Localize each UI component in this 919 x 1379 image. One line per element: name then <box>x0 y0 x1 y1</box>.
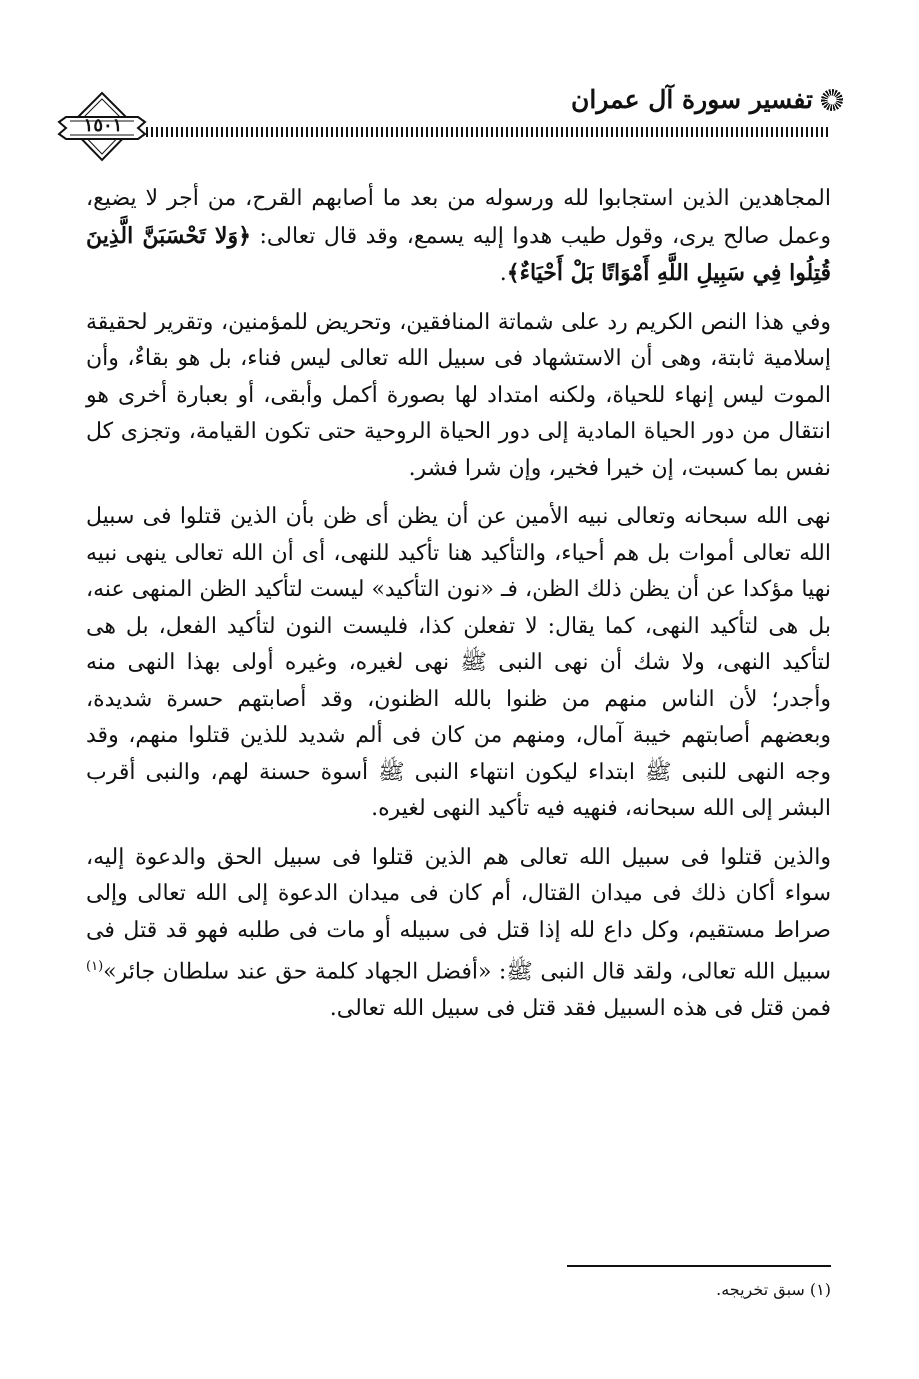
quran-verse: ﴿وَلا تَحْسَبَنَّ الَّذِينَ قُتِلُوا فِي سَبِيلِ اللَّهِ أَمْوَاتًا بَلْ أَحْيَاءٌ﴾ <box>86 222 831 286</box>
paragraph: وفي هذا النص الكريم رد على شماتة المنافقين، وتحريض للمؤمنين، وتقرير لحقيقة إسلامية ثابتة، وهى أن الاستشهاد فى سبيل الله تعالى ليس فناء، بل هو بقاءٌ، وأن الموت ليس إنهاء للحياة، ولكنه امتداد لها بصورة أكمل وأبقى، أو بعبارة أخرى هو انتقال من دور الحياة المادية إلى دور الحياة الروحية حتى تكون القيامة، وتجزى كل نفس بما كسبت، إن خيرا فخير، وإن شرا فشر. <box>86 309 831 481</box>
running-title: تفسير سورة آل عمران <box>571 85 813 114</box>
paragraph-text: المجاهدين الذين استجابوا لله ورسوله من بعد ما أصابهم القرح، من أجر لا يضيع، وعمل صالح يرى، وقول طيب هدوا إليه يسمع، وقد قال تعالى: <box>86 186 832 249</box>
paragraph-text: فمن قتل فى هذه السبيل فقد قتل فى سبيل الله تعالى. <box>329 995 831 1021</box>
page-number: ١٥٠١ <box>83 115 123 136</box>
header-dotted-rule <box>146 127 831 137</box>
footnote: (١) سبق تخريجه. <box>716 1280 831 1299</box>
paragraph <box>86 181 831 293</box>
paragraph <box>86 840 831 1028</box>
page-body <box>86 181 831 1027</box>
paragraph-text: . <box>499 261 507 286</box>
ornament-bullet-icon <box>821 89 843 111</box>
page-header <box>62 82 831 162</box>
footnote-reference: (١) <box>86 959 104 974</box>
paragraph: نهى الله سبحانه وتعالى نبيه الأمين عن أن يظن أى ظن بأن الذين قتلوا فى سبيل الله تعالى أموات بل هم أحياء، والتأكيد هنا تأكيد للنهى، أى أن الله تعالى ينهى نبيه نهيا مؤكدا عن أن يظن ذلك الظن، فـ «نون التأكيد» ليست لتأكيد الظن المنهى عنه، بل هى لتأكيد النهى، كما يقال: لا تفعلن كذا، فليست النون لتأكيد الفعل، بل هى لتأكيد النهى، ولا شك أن نهى النبى ﷺ نهى لغيره، وغيره أولى بهذا النهى منه وأجدر؛ لأن الناس منهم من ظنوا بالله الظنون، وقد أصابتهم حسرة شديدة، وبعضهم أصابتهم خيبة آمال، ومنهم من كان فى ألم شديد للذين قتلوا منهم، وقد وجه النهى للنبى ﷺ ابتداء ليكون انتهاء النبى ﷺ أسوة حسنة لهم، والنبى أقرب البشر إلى الله سبحانه، فنهيه فيه تأكيد النهى لغيره. <box>86 504 831 821</box>
footnote-divider <box>567 1265 831 1267</box>
paragraph-text: والذين قتلوا فى سبيل الله تعالى هم الذين قتلوا فى سبيل الحق والدعوة إليه، سواء أكان ذلك فى ميدان القتال، أم كان فى ميدان الدعوة إلى الله تعالى وإلى صراط مستقيم، وكل داع لله إذا قتل فى سبيله أو مات فى طلبه فهو قد قتل فى سبيل الله تعالى، ولقد قال النبى ﷺ: «أفضل الجهاد كلمة حق عند سلطان جائر» <box>86 844 832 985</box>
page-number-badge <box>62 88 142 168</box>
